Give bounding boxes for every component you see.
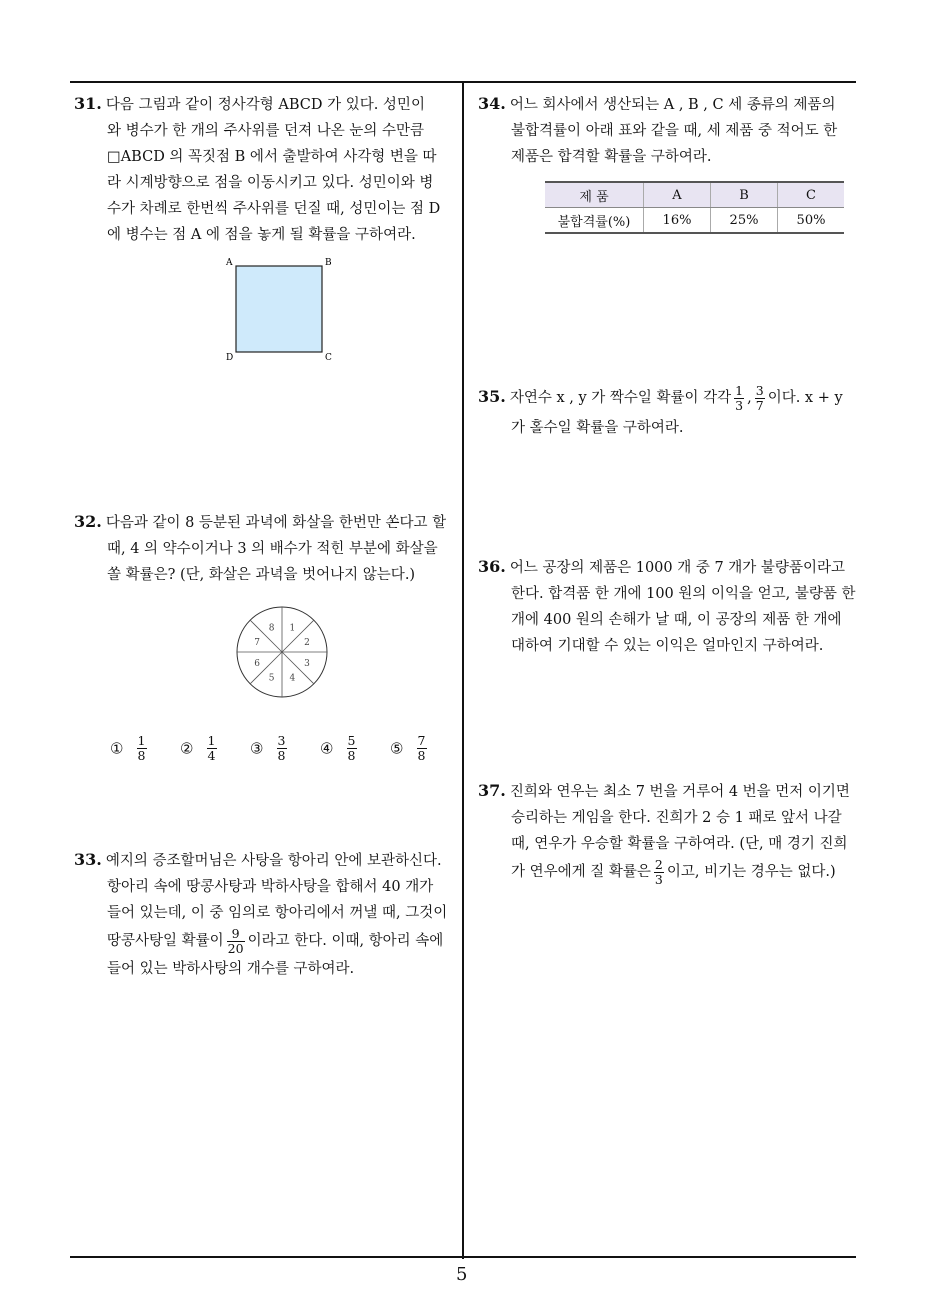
vertex-label-d: D: [226, 353, 234, 363]
question-text-line: 항아리 속에 땅콩사탕과 박하사탕을 합해서 40 개가: [107, 879, 434, 895]
choice-fraction: [417, 734, 427, 763]
target-sector-number: 2: [304, 638, 310, 649]
question-text-line: 가 연우에게 질 확률은: [511, 864, 651, 880]
question-text-line: 어느 회사에서 생산되는 A , B , C 세 종류의 제품의: [509, 97, 836, 113]
question-text-line: 승리하는 게임을 한다. 진희가 2 승 1 패로 앞서 나갈: [511, 810, 842, 826]
question-text-line: 대하여 기대할 수 있는 이익은 얼마인지 구하여라.: [511, 638, 824, 654]
question-number: 32.: [74, 512, 102, 531]
table-header-cell: C: [778, 182, 845, 208]
denominator: 7: [755, 397, 764, 413]
target-sector-number: 6: [254, 658, 260, 669]
question-31: [74, 91, 459, 248]
table-header-row: [545, 182, 844, 208]
question-32: [74, 509, 459, 588]
question-text-line: 한다. 합격품 한 개에 100 원의 이익을 얻고, 불량품 한: [511, 586, 856, 602]
target-sector-number: 5: [268, 673, 275, 684]
question-number: 37.: [478, 781, 506, 800]
denominator: 3: [654, 871, 663, 887]
question-text-line: 예지의 증조할머님은 사탕을 항아리 안에 보관하신다.: [105, 853, 442, 869]
choice-fraction: [347, 734, 357, 763]
table-header-cell: B: [711, 182, 778, 208]
question-text-line: 어느 공장의 제품은 1000 개 중 7 개가 불량품이라고: [509, 560, 845, 576]
question-text-line: 들어 있는 박하사탕의 개수를 구하여라.: [107, 961, 355, 977]
denominator: 8: [137, 748, 146, 763]
question-text-line: 수가 차례로 한번씩 주사위를 던질 때, 성민이는 점 D: [107, 201, 441, 217]
question-37: [478, 778, 858, 887]
question-text-line: 와 병수가 한 개의 주사위를 던져 나온 눈의 수만큼: [107, 123, 425, 139]
question-text-line: 이고, 비기는 경우는 없다.): [666, 864, 836, 880]
choice-mark: ①: [110, 739, 124, 758]
question-text-line: 이라고 한다. 이때, 항아리 속에: [247, 933, 444, 949]
numerator: 2: [654, 856, 663, 872]
choice-4[interactable]: [320, 734, 360, 763]
target-figure: [232, 602, 332, 702]
bottom-rule: [70, 1256, 856, 1258]
question-number: 33.: [74, 850, 102, 869]
choice-fraction: [207, 734, 217, 763]
choice-5[interactable]: [390, 734, 430, 763]
numerator: 3: [755, 382, 764, 398]
numerator: 1: [207, 733, 216, 748]
question-text-line: 자연수 x , y 가 짝수일 확률이 각각: [509, 390, 732, 406]
choice-fraction: [137, 734, 147, 763]
numerator: 1: [735, 382, 744, 398]
choice-fraction: [277, 734, 287, 763]
numerator: 9: [227, 927, 245, 942]
table-cell: 25%: [711, 208, 778, 234]
question-text-line: 다음 그림과 같이 정사각형 ABCD 가 있다. 성민이: [105, 97, 425, 113]
question-number: 34.: [478, 94, 506, 113]
question-text-line: 불합격률이 아래 표와 같을 때, 세 제품 중 적어도 한: [511, 123, 838, 139]
question-34: [478, 91, 858, 170]
question-text-line: 다음과 같이 8 등분된 과녁에 화살을 한번만 쏜다고 할: [105, 515, 447, 531]
target-sector-number: 7: [254, 638, 260, 649]
separator: ,: [747, 390, 752, 406]
probability-fraction: [227, 927, 245, 956]
question-text-line: 쏠 확률은? (단, 화살은 과녁을 벗어나지 않는다.): [107, 567, 416, 583]
question-text-line: 에 병수는 점 A 에 점을 놓게 될 확률을 구하여라.: [107, 227, 416, 243]
question-text-line: 제품은 합격할 확률을 구하여라.: [511, 149, 712, 165]
table-header-cell: A: [644, 182, 711, 208]
denominator: 8: [347, 748, 356, 763]
numerator: 5: [347, 733, 356, 748]
column-divider: [462, 83, 464, 1259]
table-cell: 50%: [778, 208, 845, 234]
target-sector-number: 4: [289, 673, 296, 684]
vertex-label-c: C: [325, 353, 332, 363]
choice-1[interactable]: [110, 734, 150, 763]
denominator: 20: [227, 940, 244, 956]
numerator: 7: [417, 733, 426, 748]
probability-fraction: [734, 384, 744, 413]
numerator: 3: [277, 733, 286, 748]
target-sector-number: 3: [304, 658, 310, 669]
choice-mark: ④: [320, 739, 334, 758]
question-text-line: 땅콩사탕일 확률이: [107, 933, 224, 949]
denominator: 3: [735, 397, 744, 413]
choice-mark: ③: [250, 739, 264, 758]
square-abcd-figure: [220, 252, 340, 364]
question-36: [478, 554, 858, 659]
table-row: [545, 208, 844, 234]
probability-fraction: [755, 384, 765, 413]
table-header-cell: 제 품: [545, 182, 644, 208]
square-abcd: [236, 266, 322, 352]
question-text-line: 이다. x + y: [767, 390, 843, 406]
numerator: 1: [137, 733, 146, 748]
denominator: 8: [277, 748, 286, 763]
denominator: 4: [207, 748, 216, 763]
question-text-line: 때, 4 의 약수이거나 3 의 배수가 적힌 부분에 화살을: [107, 541, 438, 557]
target-sector-number: 8: [268, 623, 275, 634]
question-text-line: 때, 연우가 우승할 확률을 구하여라. (단, 매 경기 진희: [511, 836, 848, 852]
target-sector-number: 1: [289, 623, 296, 634]
question-35: [478, 380, 858, 441]
choice-3[interactable]: [250, 734, 290, 763]
defect-rate-table: [545, 181, 844, 234]
vertex-label-a: A: [226, 258, 233, 268]
question-number: 35.: [478, 387, 506, 406]
question-number: 31.: [74, 94, 102, 113]
probability-fraction: [654, 858, 664, 887]
question-text-line: 라 시계방향으로 점을 이동시키고 있다. 성민이와 병: [107, 175, 434, 191]
page-number: 5: [456, 1264, 468, 1285]
question-text-line: □ABCD 의 꼭짓점 B 에서 출발하여 사각형 변을 따: [107, 149, 437, 165]
question-text-line: 진희와 연우는 최소 7 번을 거루어 4 번을 먼저 이기면: [509, 784, 850, 800]
choice-mark: ②: [180, 739, 194, 758]
question-text-line: 가 홀수일 확률을 구하여라.: [511, 420, 684, 436]
table-cell: 16%: [644, 208, 711, 234]
question-text-line: 들어 있는데, 이 중 임의로 항아리에서 꺼낼 때, 그것이: [107, 905, 448, 921]
question-number: 36.: [478, 557, 506, 576]
denominator: 8: [417, 748, 426, 763]
question-33: [74, 847, 459, 982]
question-text-line: 개에 400 원의 손해가 날 때, 이 공장의 제품 한 개에: [511, 612, 842, 628]
table-cell: 불합격률(%): [545, 208, 644, 234]
choice-mark: ⑤: [390, 739, 404, 758]
choice-2[interactable]: [180, 734, 220, 763]
vertex-label-b: B: [325, 258, 332, 268]
